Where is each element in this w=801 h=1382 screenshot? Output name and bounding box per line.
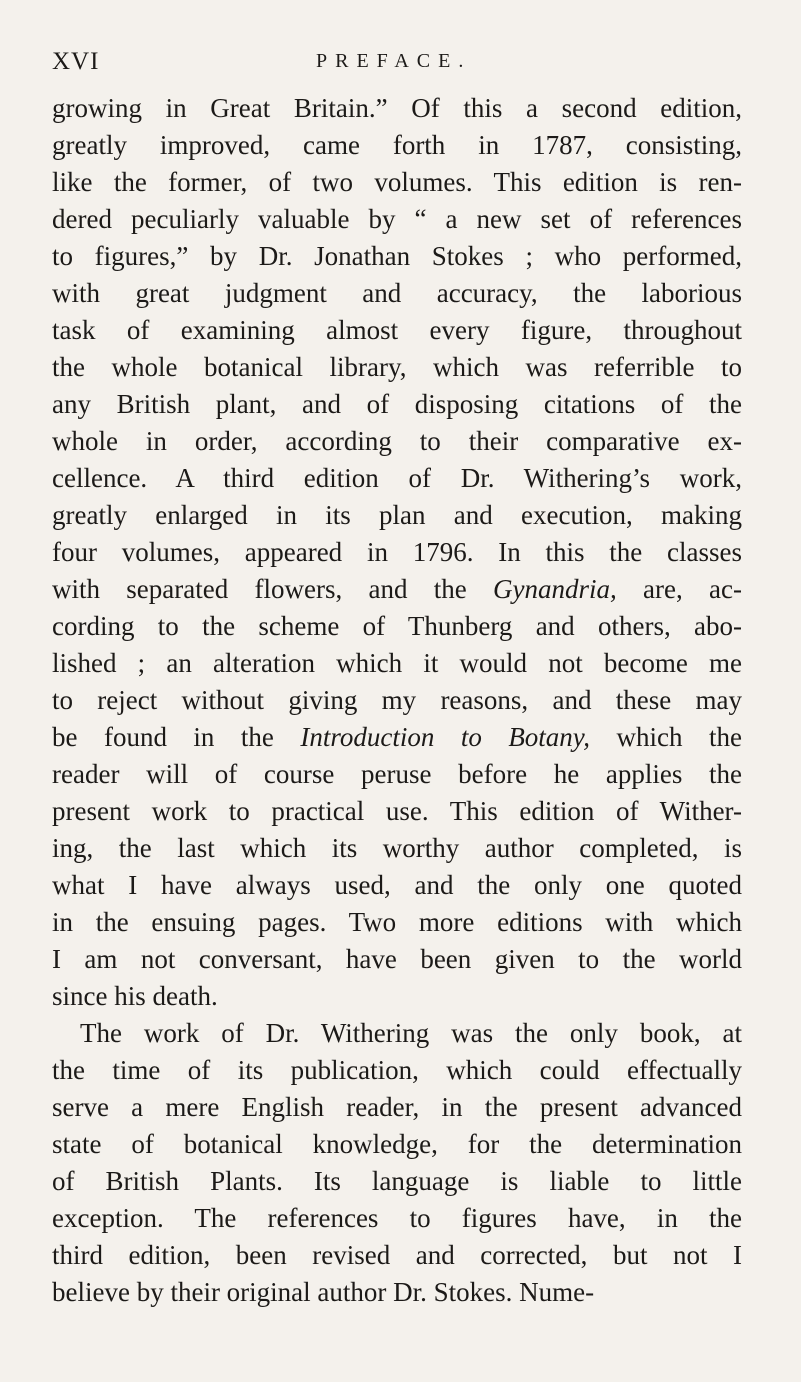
body-text xyxy=(52,90,742,1311)
text-line: like the former, of two volumes. This edition is ren- xyxy=(52,167,742,197)
text-line: The work of Dr. Withering was the only book, at xyxy=(80,1018,742,1048)
running-title: PREFACE. xyxy=(316,50,472,72)
text-line: what I have always used, and the only one quoted xyxy=(52,870,742,900)
text-line: greatly improved, came forth in 1787, consisting, xyxy=(52,130,742,160)
text-line: serve a mere English reader, in the present advanced xyxy=(52,1092,742,1122)
italic-title: Gynandria, xyxy=(493,574,617,604)
text-line: task of examining almost every figure, throughout xyxy=(52,315,742,345)
text-line: the whole botanical library, which was referrible to xyxy=(52,352,742,382)
text-line: whole in order, according to their comparative ex- xyxy=(52,426,742,456)
text-line: I am not conversant, have been given to the world xyxy=(52,944,742,974)
text-line: any British plant, and of disposing citations of the xyxy=(52,389,742,419)
text-line: with great judgment and accuracy, the laborious xyxy=(52,278,742,308)
text-line: cellence. A third edition of Dr. Withering’s work, xyxy=(52,463,742,493)
text-line: exception. The references to figures have, in the xyxy=(52,1203,742,1233)
text-line: of British Plants. Its language is liable to little xyxy=(52,1166,742,1196)
text-line: with separated flowers, and the Gynandria, are, ac- xyxy=(52,574,742,604)
text-line: to figures,” by Dr. Jonathan Stokes ; who performed, xyxy=(52,241,742,271)
text-line: be found in the Introduction to Botany, which the xyxy=(52,722,742,752)
text-line: ing, the last which its worthy author completed, is xyxy=(52,833,742,863)
text-line: state of botanical knowledge, for the determination xyxy=(52,1129,742,1159)
text-line: four volumes, appeared in 1796. In this the classes xyxy=(52,537,742,567)
text-line: present work to practical use. This edition of Wither- xyxy=(52,796,742,826)
text-line: to reject without giving my reasons, and these may xyxy=(52,685,742,715)
text-line: lished ; an alteration which it would not become me xyxy=(52,648,742,678)
text-line: dered peculiarly valuable by “ a new set of references xyxy=(52,204,742,234)
text-line: the time of its publication, which could effectually xyxy=(52,1055,742,1085)
italic-title: Introduction to Botany, xyxy=(300,722,591,752)
text-line: growing in Great Britain.” Of this a second edition, xyxy=(52,93,742,123)
running-head xyxy=(52,44,742,84)
text-line: reader will of course peruse before he applies the xyxy=(52,759,742,789)
text-line: third edition, been revised and corrected, but not I xyxy=(52,1240,742,1270)
page-number: XVI xyxy=(52,48,100,75)
text-line: believe by their original author Dr. Stokes. Nume- xyxy=(52,1277,595,1307)
text-line: since his death. xyxy=(52,981,218,1011)
text-line: greatly enlarged in its plan and execution, making xyxy=(52,500,742,530)
text-line: in the ensuing pages. Two more editions with which xyxy=(52,907,742,937)
text-line: cording to the scheme of Thunberg and others, abo- xyxy=(52,611,742,641)
